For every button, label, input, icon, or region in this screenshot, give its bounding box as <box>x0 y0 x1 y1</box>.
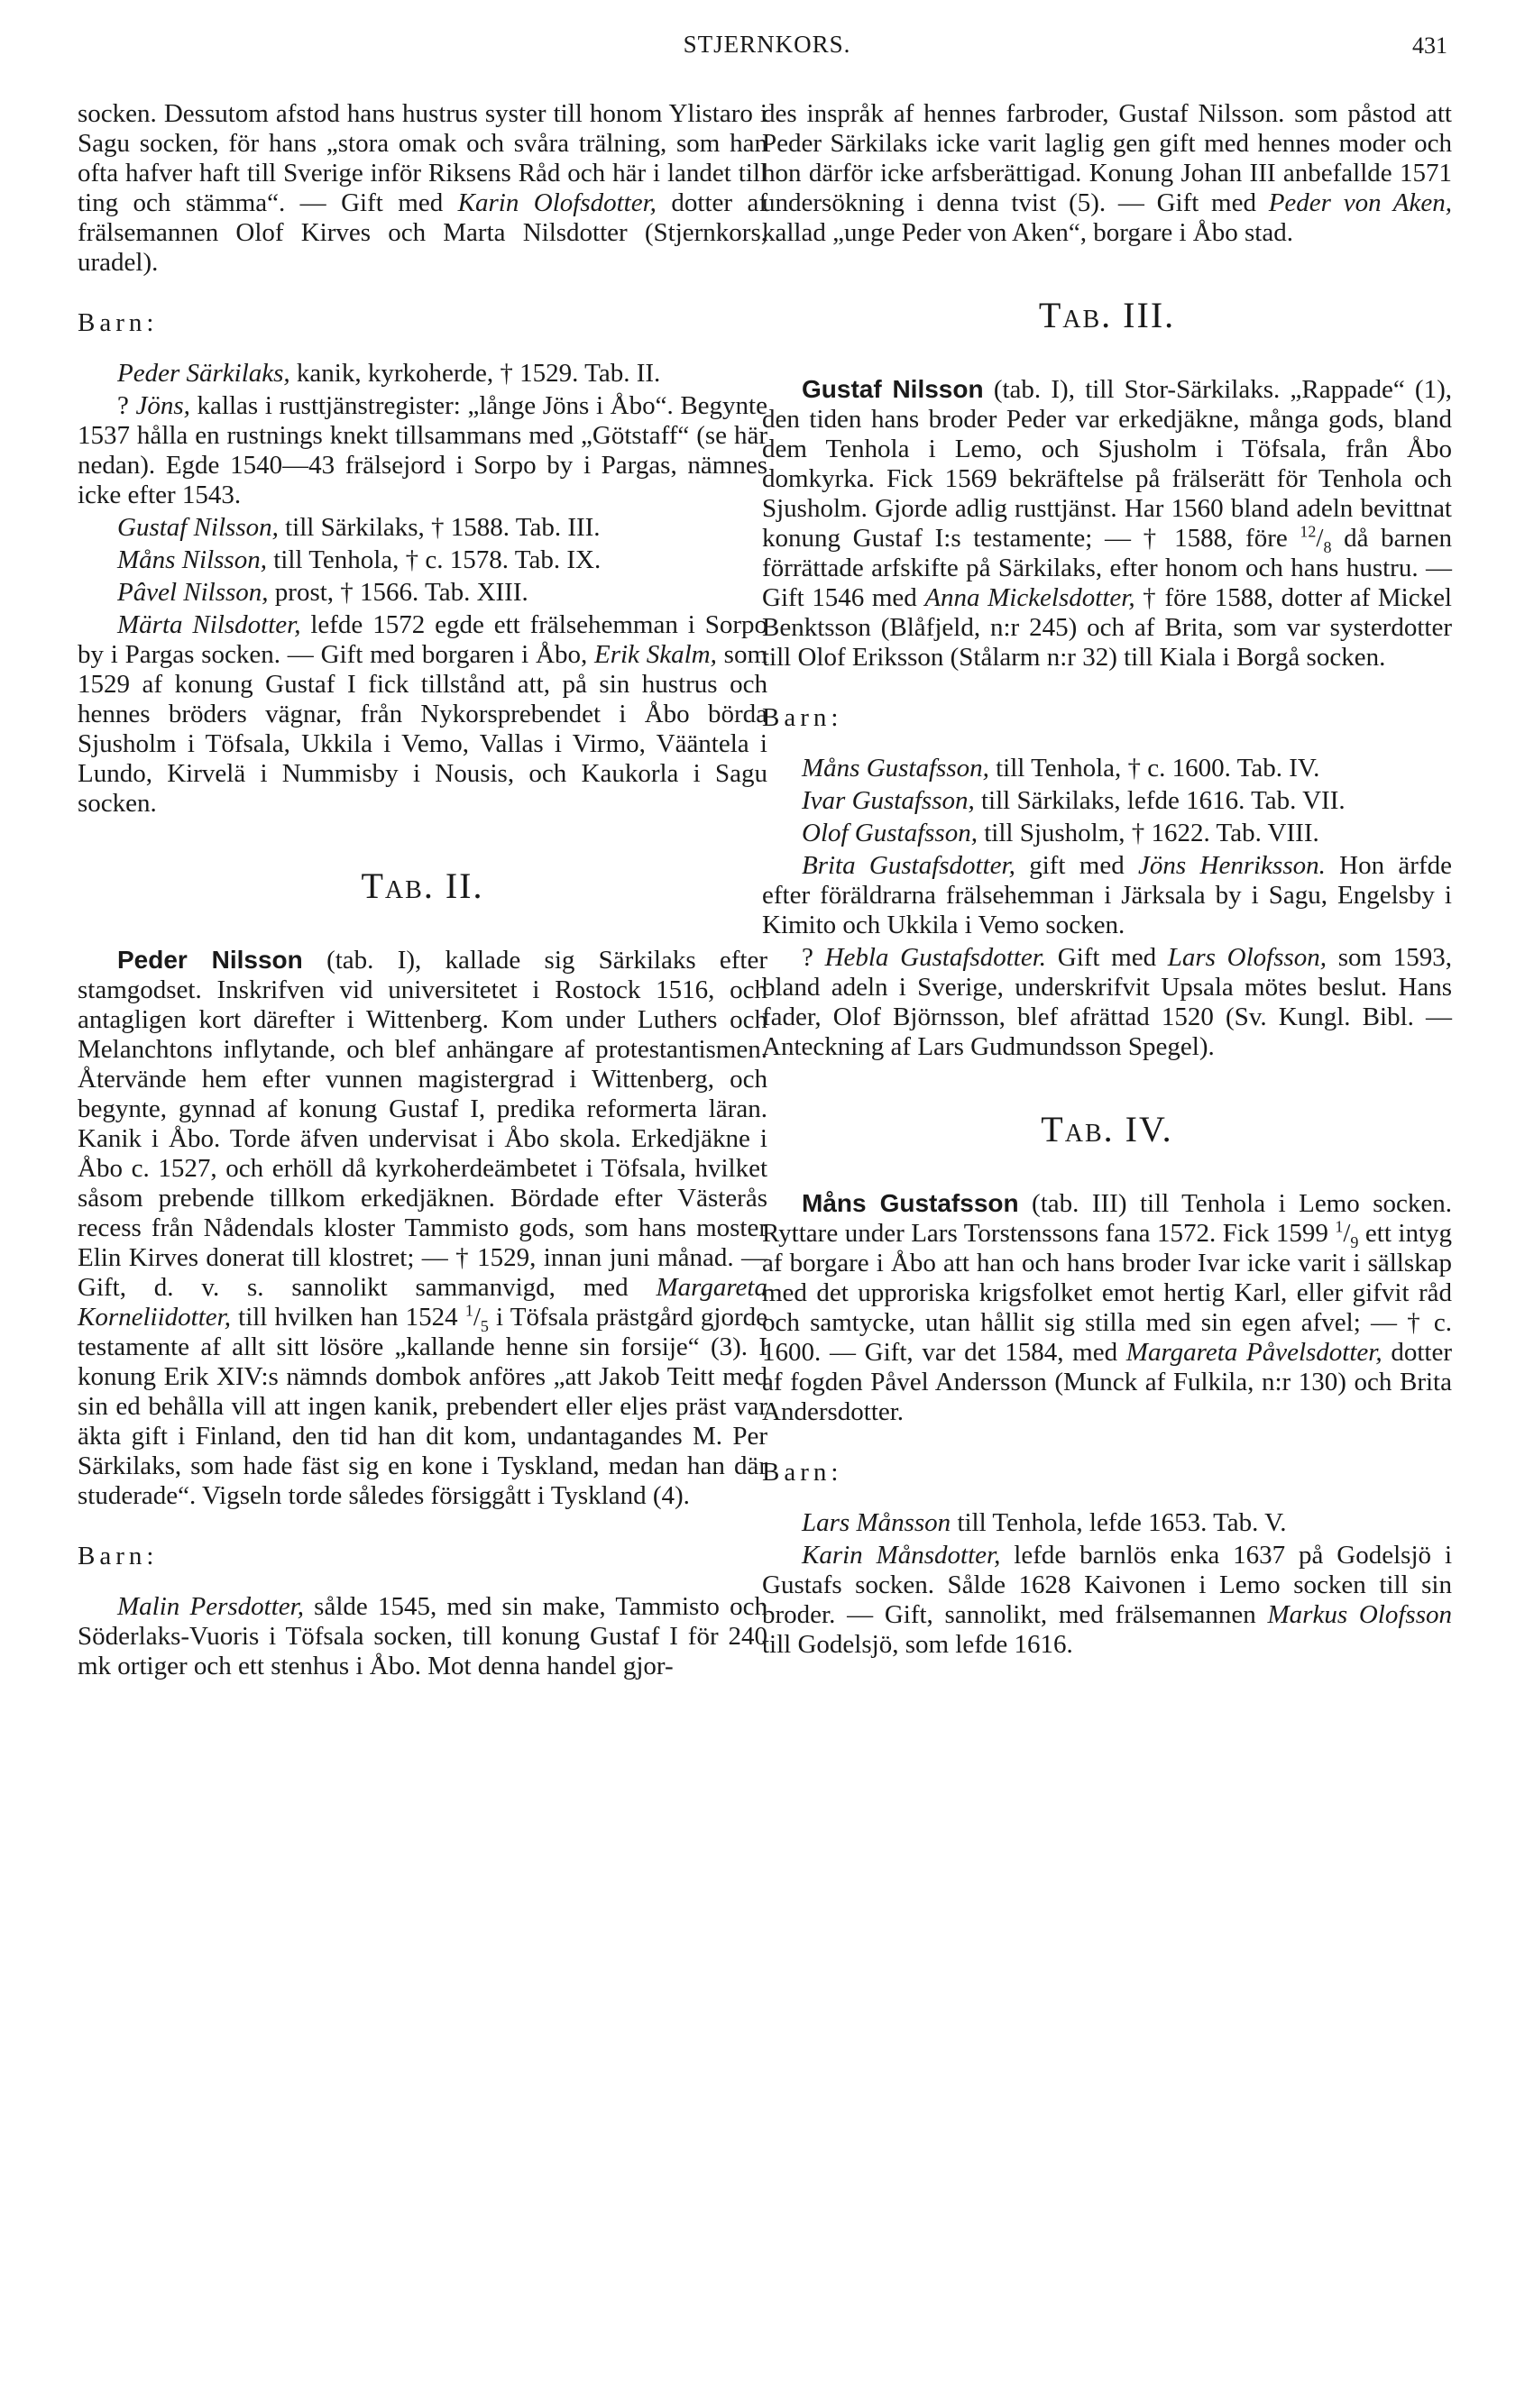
child-entry: Lars Månsson till Tenhola, lefde 1653. Tab. V. <box>802 1508 1287 1537</box>
children-label: Barn: <box>762 1458 843 1487</box>
right-column <box>762 99 1452 1660</box>
running-title: STJERNKORS. <box>683 31 851 58</box>
child-entry: Peder Särkilaks, kanik, kyrkoherde, † 1529. Tab. II. <box>117 359 661 388</box>
person-name-bold: Peder Nilsson <box>117 946 303 974</box>
page-header <box>0 25 1534 70</box>
person-name: Lars Olofsson, <box>1167 943 1327 972</box>
person-name: Jöns, <box>135 391 190 420</box>
person-name: Peder Särkilaks, <box>117 359 290 388</box>
child-entry: Olof Gustafsson, till Sjusholm, † 1622. Tab. VIII. <box>802 819 1319 847</box>
left-column <box>78 99 767 1681</box>
child-entry: ? Hebla Gustafsdotter. Gift med Lars Olofsson, som 1593, bland adeln i Sverige, underskrifvit Upsala mötes beslut. Hans fader, Olof Björnsson, blef afrättad 1520 (Sv. Kungl. Bibl. — Anteckning af Lars Gudmundsson Spegel). <box>762 943 1452 1061</box>
children-label: Barn: <box>762 703 843 732</box>
child-entry: Gustaf Nilsson, till Särkilaks, † 1588. Tab. III. <box>117 513 601 542</box>
person-name: Måns Gustafsson, <box>802 754 989 783</box>
person-name: Gustaf Nilsson, <box>117 513 279 542</box>
child-entry: ? Jöns, kallas i rusttjänstregister: „långe Jöns i Åbo“. Begynte 1537 hålla en rustnings knekt tillsammans med „Götstaff“ (se här nedan). Egde 1540—43 frälsejord i Sorpo by i Pargas, nämnes icke efter 1543. <box>78 391 767 509</box>
person-name: Peder von Aken, <box>1268 188 1452 217</box>
child-entry: Pâvel Nilsson, prost, † 1566. Tab. XIII. <box>117 578 528 607</box>
person-name: Markus Olofsson <box>1267 1600 1452 1629</box>
child-entry: Malin Persdotter, sålde 1545, med sin make, Tammisto och Söderlaks-Vuoris i Töfsala socken, till konung Gustaf I för 240 mk ortiger och ett stenhus i Åbo. Mot denna handel gjor- <box>78 1592 767 1680</box>
person-name: Karin Månsdotter, <box>802 1541 1001 1570</box>
section-heading: Tab. II. <box>361 865 484 906</box>
paragraph: socken. Dessutom afstod hans hustrus syster till honom Ylistaro i Sagu socken, för hans „stora omak och svåra trälning, som han ofta hafver haft till Sverige inför Riksens Råd och här i landet till ting och stämma“. — Gift med Karin Olofsdotter, dotter af frälsemannen Olof Kirves och Marta Nilsdotter (Stjernkors, uradel). <box>78 99 768 277</box>
child-entry: Märta Nilsdotter, lefde 1572 egde ett frälsehemman i Sorpo by i Pargas socken. — Gift med borgaren i Åbo, Erik Skalm, som 1529 af konung Gustaf I fick tillstånd att, på sin hustrus och hennes bröders vägnar, från Nykorsprebendet i Åbo börda Sjusholm i Töfsala, Ukkila i Vemo, Vallas i Virmo, Vääntela i Lundo, Kirvelä i Nummisby i Nousis, och Kaukorla i Sagu socken. <box>78 610 767 818</box>
child-entry: Brita Gustafsdotter, gift med Jöns Henriksson. Hon ärfde efter föräldrarna frälsehemman i Järksala by i Sagu, Engelsby i Kimito och Ukkila i Vemo socken. <box>762 851 1452 939</box>
paragraph: Gustaf Nilsson (tab. I), till Stor-Särkilaks. „Rappade“ (1), den tiden hans broder Peder var erkedjäkne, många gods, bland dem Tenhola i Lemo, och Sjusholm i Töfsala, från Åbo domkyrka. Fick 1569 bekräftelse på frälserätt för Tenhola och Sjusholm. Gjorde adlig rusttjänst. Har 1560 bland adeln bevittnat konung Gustaf I:s testamente; — † 1588, före $^{12}/_8$ då barnen förrättade arfskifte på Särkilaks, efter honom och hans hustru. — Gift 1546 med Anna Mickelsdotter, † före 1588, dotter af Mickel Benktsson (Blåfjeld, n:r 245) och af Brita, som var systerdotter till Olof Eriksson (Stålarm n:r 32) till Kiala i Borgå socken. <box>762 375 1452 672</box>
person-name: Märta Nilsdotter, <box>117 610 301 639</box>
person-name: Måns Nilsson, <box>117 545 267 574</box>
section-heading: Tab. III. <box>1038 295 1176 335</box>
person-name: Malin Persdotter, <box>117 1592 304 1621</box>
child-entry: Måns Nilsson, till Tenhola, † c. 1578. Tab. IX. <box>117 545 602 574</box>
person-name: Hebla Gustafsdotter. <box>824 943 1047 972</box>
person-name: Ivar Gustafsson, <box>802 786 975 815</box>
paragraph: Peder Nilsson (tab. I), kallade sig Särkilaks efter stamgodset. Inskrifven vid universitetet i Rostock 1516, och antagligen kort därefter i Wittenberg. Kom under Luthers och Melanchtons inflytande, och blef anhängare af protestantismen. Återvände hem efter vunnen magistergrad i Wittenberg, och begynte, gynnad af konung Gustaf I, predika reformerta läran. Kanik i Åbo. Torde äfven undervisat i Åbo skola. Erkedjäkne i Åbo c. 1527, och erhöll då kyrkoherdeämbetet i Töfsala, hvilket såsom prebende tillkom erkedjäknen. Bördade efter Västerås recess från Nådendals kloster Tammisto gods, som hans moster Elin Kirves donerat till klostret; — † 1529, innan juni månad. — Gift, d. v. s. sannolikt sammanvigd, med Margareta Korneliidotter, till hvilken han 1524 $^1/_5$ i Töfsala prästgård gjorde testamente af allt sitt lösöre „kallande henne sin forsije“ (3). I konung Erik XIV:s nämnds dombok anföres „att Jakob Teitt med sin ed behålla vill att ingen kanik, prebendert eller eljes präst var äkta gift i Finland, den tid han dit kom, undantagandes M. Per Särkilaks, som hade fäst sig en kone i Tyskland, medan han där studerade“. Vigseln torde således försiggått i Tyskland (4). <box>78 946 768 1510</box>
person-name: Jöns Henriksson. <box>1138 851 1326 880</box>
person-name: Lars Månsson <box>802 1508 951 1537</box>
person-name: Olof Gustafsson, <box>802 819 978 847</box>
person-name: Anna Mickelsdotter, <box>924 583 1135 612</box>
person-name: Karin Olofsdotter, <box>457 188 657 217</box>
person-name: Erik Skalm, <box>594 640 717 669</box>
page-number: 431 <box>1412 32 1447 59</box>
section-heading: Tab. IV. <box>1041 1109 1173 1149</box>
person-name: Margareta Korneliidotter, <box>78 1273 767 1332</box>
children-label: Barn: <box>78 1542 159 1570</box>
children-label: Barn: <box>78 308 159 337</box>
paragraph: Måns Gustafsson (tab. III) till Tenhola i Lemo socken. Ryttare under Lars Torstenssons fana 1572. Fick 1599 $^1/_9$ ett intyg af borgare i Åbo att han och hans broder Ivar icke varit i sällskap med det upproriska krigsfolket emot hertig Karl, eller gifvit råd och samtycke, utan hållit sig stilla med sin egen afvel; — † c. 1600. — Gift, var det 1584, med Margareta Påvelsdotter, dotter af fogden Påvel Andersson (Munck af Fulkila, n:r 130) och Brita Andersdotter. <box>762 1189 1453 1426</box>
person-name-bold: Gustaf Nilsson <box>802 375 984 403</box>
person-name: Margareta Påvelsdotter, <box>1125 1338 1382 1367</box>
paragraph: des inspråk af hennes farbroder, Gustaf Nilsson. som påstod att Peder Särkilaks icke varit laglig gen gift med hennes moder och hon därför icke arfsberättigad. Konung Johan III anbefallde 1571 undersökning i denna tvist (5). — Gift med Peder von Aken, kallad „unge Peder von Aken“, borgare i Åbo stad. <box>762 99 1452 247</box>
person-name: Brita Gustafsdotter, <box>802 851 1015 880</box>
person-name-bold: Måns Gustafsson <box>802 1189 1019 1217</box>
child-entry: Ivar Gustafsson, till Särkilaks, lefde 1616. Tab. VII. <box>802 786 1346 815</box>
child-entry: Karin Månsdotter, lefde barnlös enka 1637 på Godelsjö i Gustafs socken. Sålde 1628 Kaivonen i Lemo socken till sin broder. — Gift, sannolikt, med frälsemannen Markus Olofsson till Godelsjö, som lefde 1616. <box>762 1541 1453 1659</box>
child-entry: Måns Gustafsson, till Tenhola, † c. 1600. Tab. IV. <box>802 754 1320 783</box>
person-name: Pâvel Nilsson, <box>117 578 269 607</box>
